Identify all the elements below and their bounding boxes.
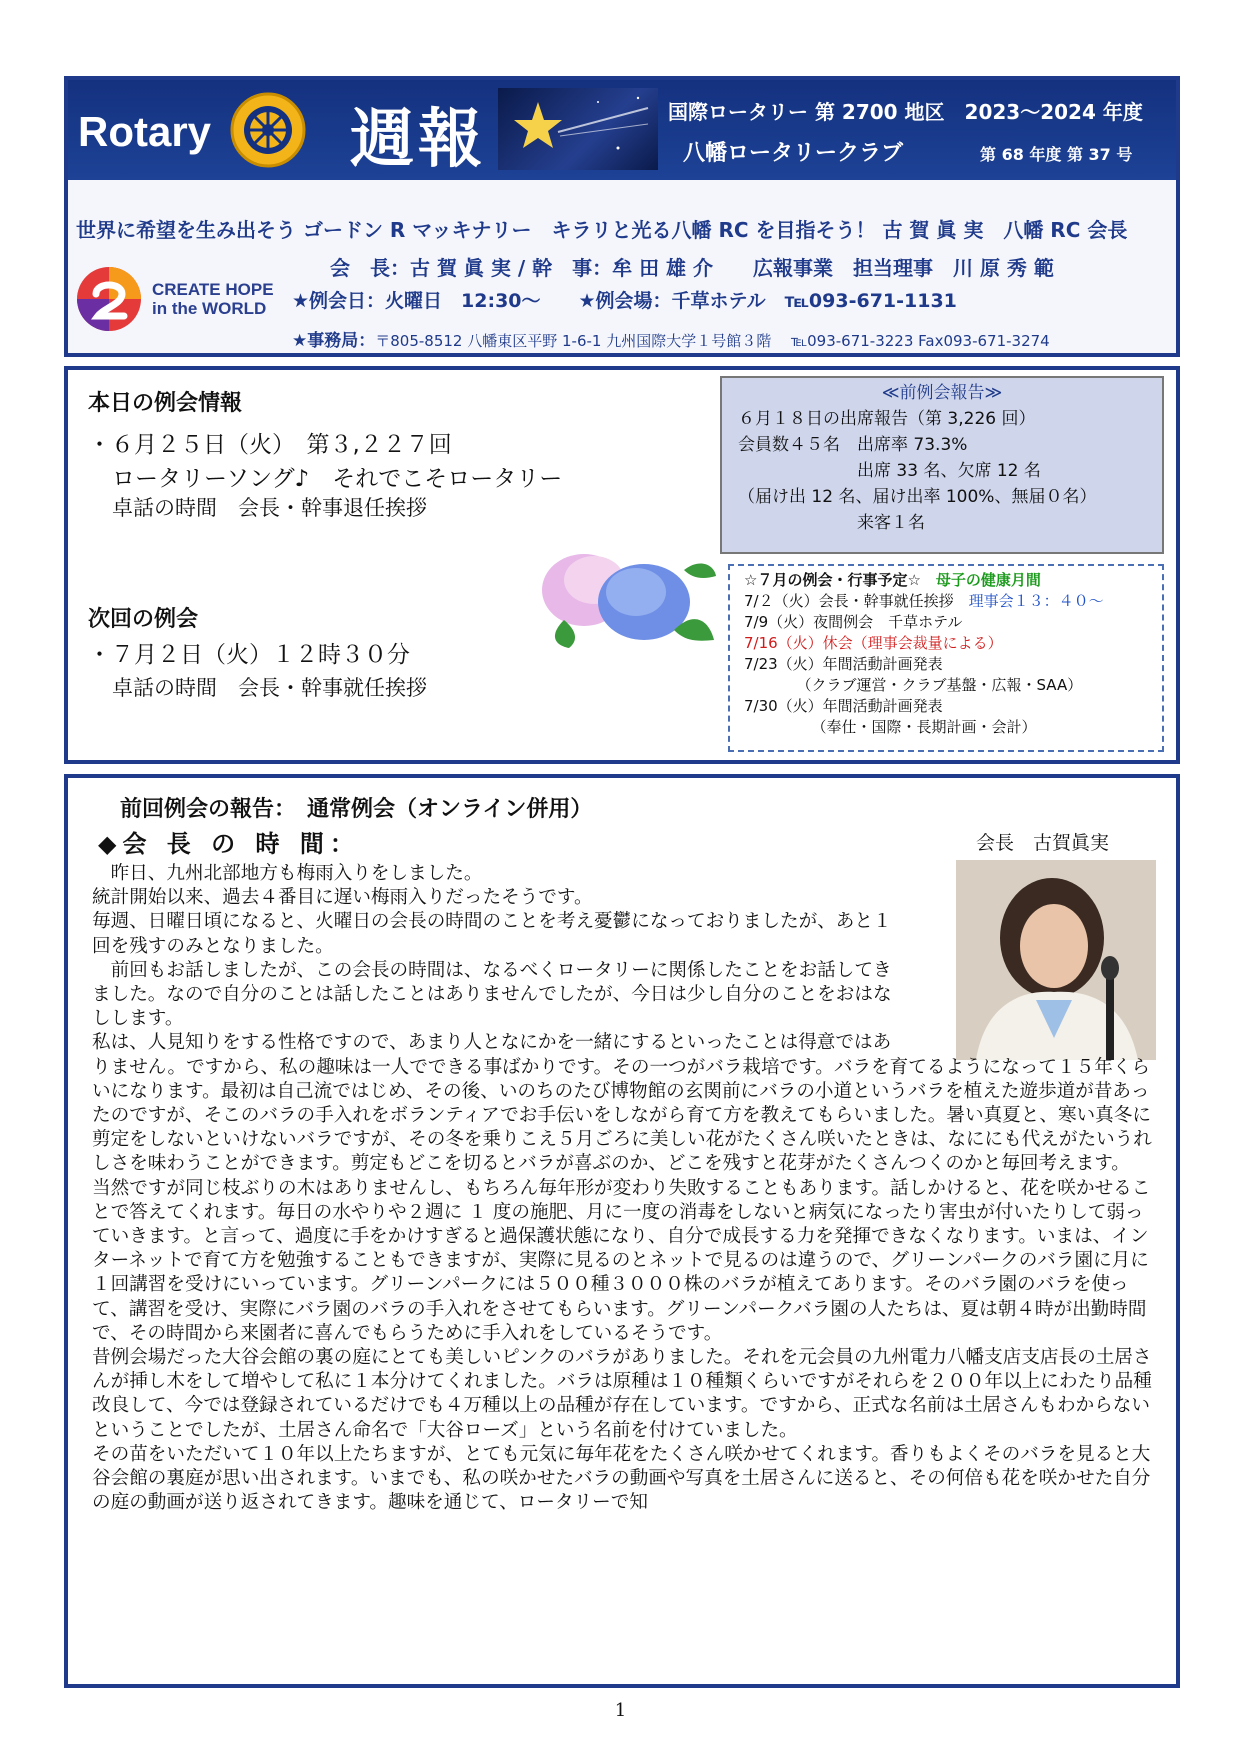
rotary-wordmark: Rotary [78, 108, 212, 155]
president-report-section [64, 774, 1180, 1688]
next-title: 次回の例会 [88, 607, 199, 632]
masthead [64, 76, 1180, 357]
report-subtitle: ◆会 長 の 時 間： [98, 830, 360, 858]
july-row: 7/23（火）年間活動計画発表 [744, 655, 943, 673]
previous-report-row: 会員数４５名 出席率 73.3% [738, 435, 968, 455]
today-song: ロータリーソング♪ それでこそロータリー [112, 466, 563, 492]
report-title: 前回例会の報告： 通常例会（オンライン併用） [120, 797, 593, 822]
hydrangea-illustration [524, 540, 724, 650]
july-row-extra: 理事会１３：４０〜 [968, 592, 1104, 610]
masthead-banner [68, 80, 1176, 180]
office-detail: 〒805-8512 八幡東区平野 1-6-1 九州国際大学１号館３階 ℡093-671-3223 Fax093-671-3274 [375, 332, 1050, 350]
today-date: ・６月２５日（火） 第３,２２７回 [88, 432, 452, 458]
report-paragraph: 当然ですが同じ枝ぶりの木はありませんし、もちろん毎年形が変わり失敗することもあります。話しかけると、花を咲かせることで答えてくれます。毎日の水やりや２週に １ 度の施肥、月に一度の消毒をしないと病気になったり害虫が付いたりして弱っていきます。と言って、過度に手をかけすぎると過保護状態になり、自分で成長する力を発揮できなくなります。いまは、インターネットで育て方を勉強することもできますが、実際に見るのとネットで見るのは違うので、グリーンパークのバラ園に月に１回講習を受けにいっています。グリーンパークには５００種３０００株のバラが植えてあります。そのバラ園のバラを使って、講習を受け、実際にバラ園のバラの手入れをさせてもらいます。グリーンパークバラ園の人たちは、夏は朝４時が出勤時間で、その時間から来園者に喜んでもらうために手入れをしているそうです。 [92, 1177, 1151, 1344]
officers-line: 会 長：古 賀 眞 実 / 幹 事：牟 田 雄 介 広報事業 担当理事 川 原 秀 範 [330, 256, 1054, 280]
report-body [92, 862, 1152, 1515]
rotary-wheel-icon [228, 90, 308, 170]
previous-report-box [720, 376, 1164, 554]
office-address [292, 326, 1050, 351]
report-paragraph: 昨日、九州北部地方も梅雨入りをしました。 [110, 863, 483, 884]
create-hope-text [152, 280, 274, 318]
july-row: （奉仕・国際・長期計画・会計） [744, 718, 1037, 736]
create-hope-line1: CREATE HOPE [152, 280, 274, 299]
report-paragraph: 毎週、日曜日頃になると、火曜日の会長の時間のことを考え憂鬱になっておりましたが、あと１回を残すのみとなりました。 [92, 911, 892, 957]
meeting-info-section [64, 366, 1180, 764]
july-row-text: 7/２（火）会長・幹事就任挨拶 [744, 592, 954, 610]
report-paragraph: その苗をいただいて１０年以上たちますが、とても元気に毎年花をたくさん咲かせてくれます。香りもよくそのバラを見ると大谷会館の裏庭が思い出されます。いまでも、私の咲かせたバラの動画や写真を土居さんに送ると、その何倍も花を咲かせた自分の庭の動画が送り返されてきます。趣味を通じて、ロータリーで知 [92, 1443, 1151, 1514]
shooting-star-image [498, 88, 658, 170]
report-paragraph: 統計開始以来、過去４番目に遅い梅雨入りだったそうです。 [92, 887, 593, 909]
today-talk: 卓話の時間 会長・幹事退任挨拶 [112, 496, 427, 520]
previous-report-row: 来客１名 [738, 513, 925, 533]
today-title: 本日の例会情報 [88, 391, 243, 416]
weekly-title: 週報 [350, 103, 486, 177]
july-schedule-box [728, 564, 1164, 752]
july-title: ☆７月の例会・行事予定☆ [744, 571, 921, 589]
create-hope-line2: in the WORLD [152, 299, 267, 318]
page-number: 1 [614, 1700, 627, 1721]
july-row [744, 591, 1148, 612]
july-row: 7/9（火）夜間例会 千草ホテル [744, 613, 963, 631]
report-paragraph: 昔例会場だった大谷会館の裏の庭にとても美しいピンクのバラがありました。それを元会員の九州電力八幡支店支店長の土居さんが挿し木をして増やして私に１本分けてくれました。バラは原種は１０種類くらいですがそれらを２００年以上にわたり品種改良して、今では登録されているだけでも４万種以上の品種が存在しています。ですから、正式な名前は土居さんもわからないということでしたが、土居さん命名で「大谷ローズ」という名前を付けていました。 [92, 1347, 1152, 1441]
office-label: ★事務局： [292, 331, 376, 351]
july-row: 7/30（火）年間活動計画発表 [744, 697, 943, 715]
district-label: 国際ロータリー 第 2700 地区 2023〜2024 年度 [668, 100, 1143, 124]
report-paragraph: 前回もお話しましたが、この会長の時間は、なるべくロータリーに関係したことをお話してきました。なので自分のことは話したことはありませんでしたが、今日は少し自分のことをおはなしします。 [92, 959, 892, 1030]
previous-report-title: ≪前例会報告≫ [881, 383, 1003, 403]
meeting-info: ★例会日：火曜日 12:30〜 ★例会場：千草ホテル ℡093-671-1131 [292, 290, 957, 312]
create-hope-logo-icon [74, 264, 144, 334]
next-talk: 卓話の時間 会長・幹事就任挨拶 [112, 676, 427, 700]
july-row: 7/16（火）休会（理事会裁量による） [744, 634, 1003, 652]
photo-spacer [902, 1031, 1152, 1055]
previous-report-row: （届け出 12 名、届け出率 100%、無届０名） [738, 487, 1097, 507]
july-month-theme: 母子の健康月間 [935, 571, 1041, 589]
report-paragraph: 私は、人見知りをする性格ですので、あまり人となにかを一緒にするといったことは得意ではありません。ですから、私の趣味は一人でできる事ばかりです。その一つがバラ栽培です。バラを育てるようになって１５年くらいになります。最初は自己流ではじめ、その後、いのちのたび博物館の玄関前にバラの小道というバラを植えた遊歩道が昔あったのですが、そこのバラの手入れをボランティアでお手伝いをしながら育て方を教えてもらいました。暑い真夏と、寒い真冬に剪定をしないといけないバラですが、その冬を乗りこえ５月ごろに美しい花がたくさん咲いたときは、なににも代えがたいうれしさを味わうことができます。剪定もどこを切るとバラが喜ぶのか、どこを残すと花芽がたくさんつくのかと毎回考えます。 [92, 1032, 1152, 1175]
july-row: （クラブ運営・クラブ基盤・広報・SAA） [744, 676, 1083, 694]
speaker-name: 会長 古賀眞実 [976, 832, 1110, 854]
next-date: ・７月２日（火）１２時３０分 [88, 642, 410, 668]
previous-report-row: 出席 33 名、欠席 12 名 [738, 461, 1041, 481]
club-name: 八幡ロータリークラブ [683, 141, 904, 166]
issue-number: 第 68 年度 第 37 号 [980, 145, 1133, 164]
july-title-row [744, 570, 1148, 591]
previous-report-row: ６月１８日の出席報告（第 3,226 回） [738, 409, 1036, 429]
theme-line: 世界に希望を生み出そう ゴードン R マッキナリー キラリと光る八幡 RC を目指そう！ 古 賀 眞 実 八幡 RC 会長 [76, 218, 1128, 242]
